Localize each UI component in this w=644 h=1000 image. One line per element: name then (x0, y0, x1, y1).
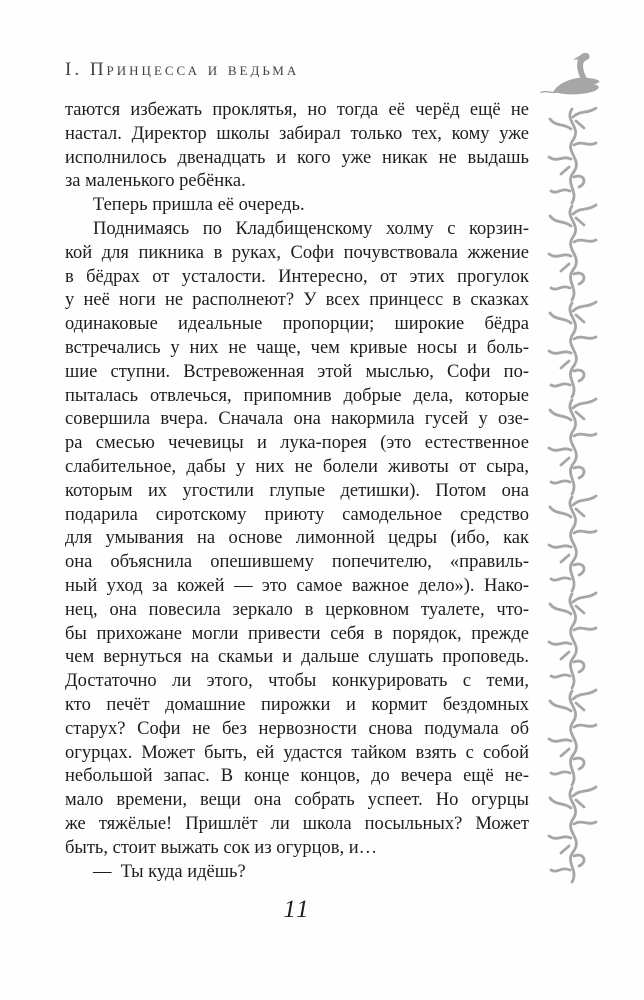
text-line: шие ступни. Встревоженная этой мыслью, Софи по- (65, 361, 529, 382)
text-line: быть, стоит выжать сок из огурцов, и… (65, 837, 378, 858)
text-line: — Ты куда идёшь? (93, 861, 246, 882)
text-line: небольшой запас. В конце концов, до вечера ещё не- (65, 766, 529, 787)
text-line: совершила вчера. Сначала она накормила гусей у озе- (65, 409, 529, 430)
running-header: I. Принцесса и ведьма (65, 59, 300, 80)
text-line: настал. Директор школы забирал только тех, кому уже (65, 123, 529, 144)
text-line: за маленького ребёнка. (65, 171, 246, 192)
text-line: Теперь пришла её очередь. (93, 195, 305, 216)
text-line: огурцах. Может быть, ей удастся тайком взять с собой (65, 742, 529, 763)
text-line: старух? Софи не без нервозности снова подумала об (65, 718, 529, 739)
text-line: кой для пикника в руках, Софи почувствовала жжение (65, 242, 529, 263)
text-line: в бёдрах от усталости. Интересно, от этих прогулок (65, 266, 529, 287)
text-line: бы прихожане могли привести себя в порядок, прежде (65, 623, 529, 644)
page-number: 11 (283, 896, 311, 923)
text-line: она объяснила опешившему попечителю, «правиль- (65, 552, 529, 573)
text-line: мало времени, вещи она собрать успеет. Но огурцы (65, 790, 529, 811)
text-line: ра смесью чечевицы и лука-порея (это естественное (65, 433, 529, 454)
text-line: исполнилось двенадцать и кого уже никак не выдашь (65, 147, 529, 168)
text-line: таются избежать проклятья, но тогда её черёд ещё не (65, 100, 529, 120)
text-line: подарила сиротскому приюту самодельное средство (65, 504, 529, 525)
text-line: одинаковые идеальные пропорции; широкие бёдра (65, 314, 529, 335)
text-line: ный уход за кожей — это самое важное дело»). Нако- (65, 575, 529, 596)
thorn-vine-border-icon (544, 107, 600, 885)
text-line: пыталась отвлечься, припомнив добрые дела, которые (65, 385, 529, 406)
text-line: слабительное, дабы у них не болели животы от сыра, (65, 456, 529, 477)
swan-icon (540, 48, 606, 102)
text-line: чем вернуться на скамьи и дальше слушать проповедь. (65, 647, 529, 668)
text-line: кто печёт домашние пирожки и кормит бездомных (65, 694, 529, 715)
text-line: встречались у них не чаще, чем кривые носы и боль- (65, 337, 529, 358)
text-line: для умывания на основе лимонной цедры (ибо, как (65, 528, 529, 549)
text-line: Достаточно ли этого, чтобы конкурировать с теми, (65, 671, 529, 692)
text-line: которым их угостили глупые детишки). Потом она (65, 480, 529, 501)
body-text (65, 99, 529, 884)
text-line: же тяжёлые! Пришлёт ли школа посыльных? Может (65, 813, 529, 834)
text-line: нец, она повесила зеркало в церковном туалете, что- (65, 599, 529, 620)
text-line: Поднимаясь по Кладбищенскому холму с корзин- (93, 218, 529, 239)
text-line: у неё ноги не располнеют? У всех принцесс в сказках (65, 290, 529, 311)
